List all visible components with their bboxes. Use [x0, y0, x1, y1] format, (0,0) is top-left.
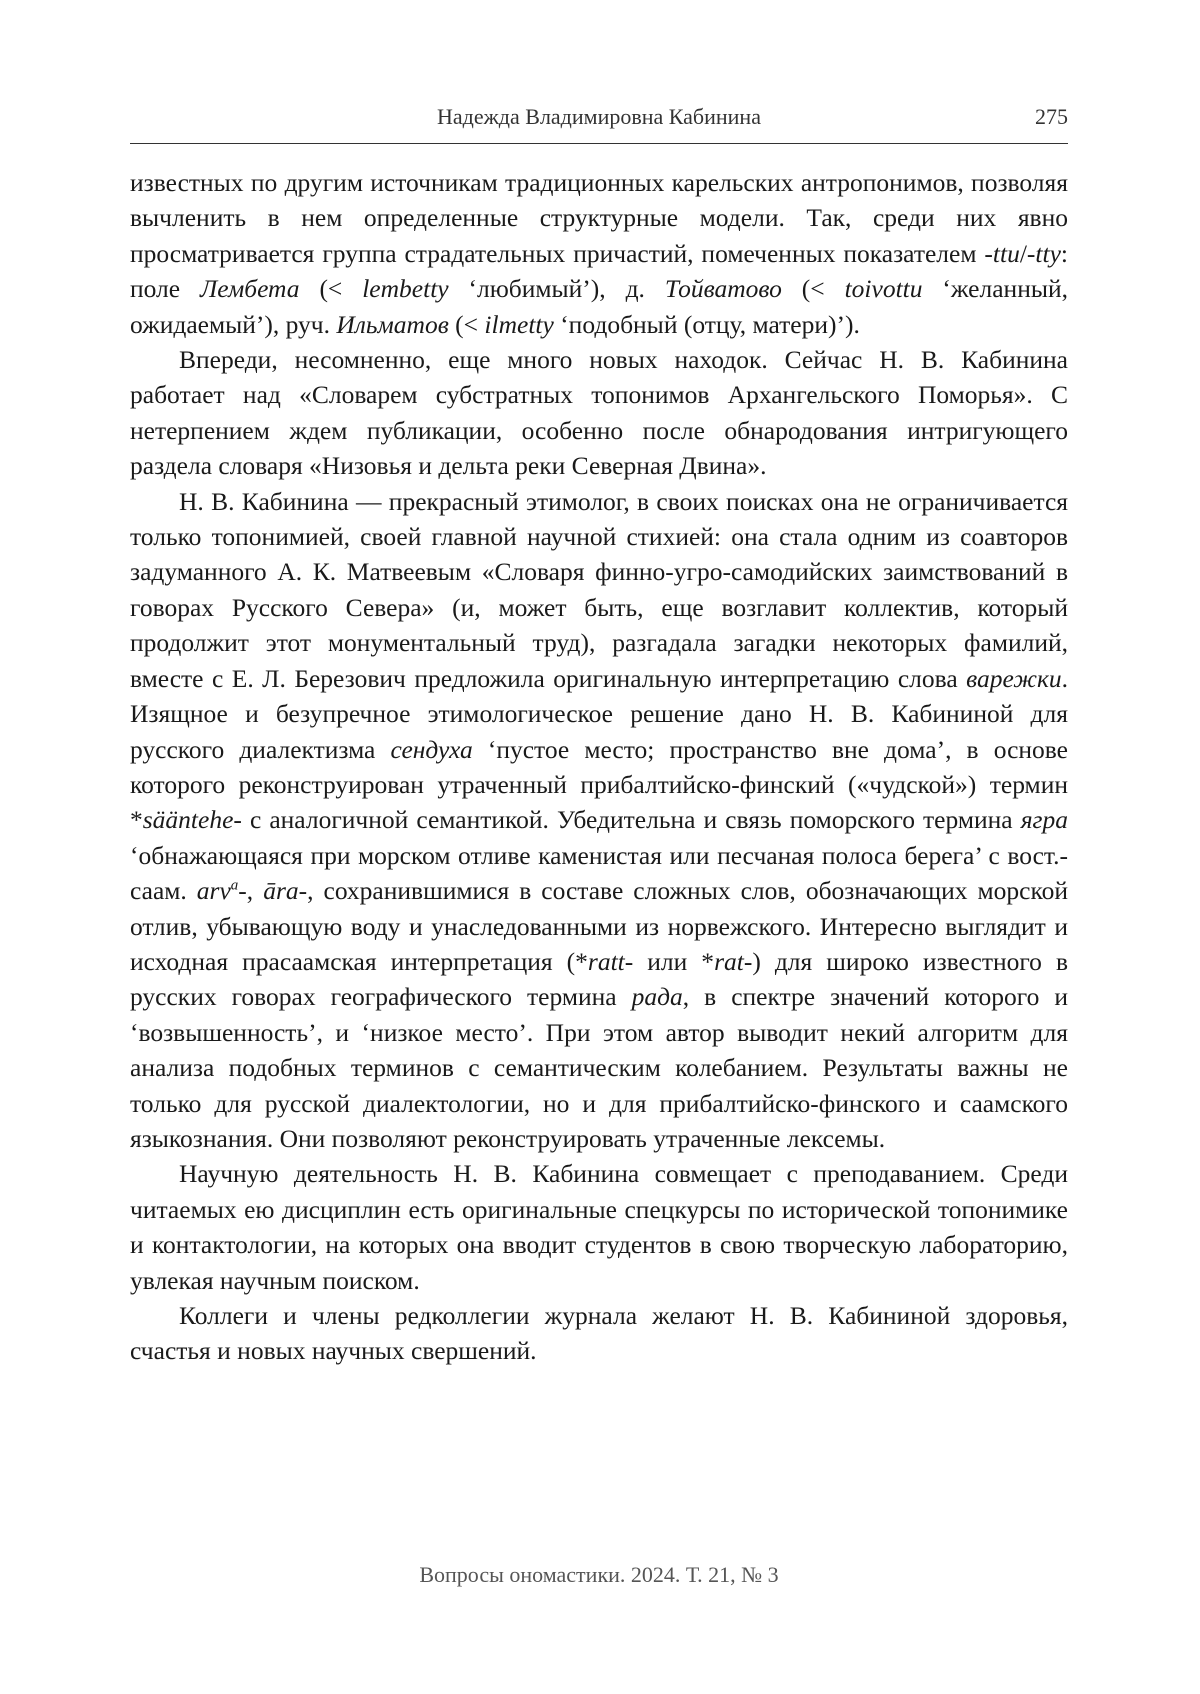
page-number: 275 — [1035, 104, 1068, 130]
italic-term: rat — [714, 947, 744, 976]
paragraph — [130, 484, 1068, 1157]
italic-term: arv — [197, 876, 231, 905]
running-head: Надежда Владимировна Кабинина — [130, 104, 1068, 130]
paragraph — [130, 165, 1068, 342]
text-run: -, — [238, 876, 263, 905]
text-run: ‘желанный, ожидаемый’), руч. — [130, 274, 1068, 338]
text-run: Н. В. Кабинина — прекрасный этимолог, в своих поисках она не ограничивается только топонимией, своей главной научной стихией: она стала одним из соавторов задуманного А. К. Матвеевым «Словаря финно-угро-самодийских заимствований в говорах Русского Севера» (и, может быть, еще возглавит коллектив, который продолжит этот монументальный труд), разгадала загадки некоторых фамилий, вместе с Е. Л. Березович предложила оригинальную интерпретацию слова — [130, 487, 1068, 693]
italic-term: Ильматов — [336, 310, 448, 339]
italic-term: Лембета — [200, 274, 300, 303]
text-run: известных по другим источникам традиционных карельских антропонимов, позволяя вычленить в нем определенные структурные модели. Так, среди них явно просматривается группа страдательных причастий, помеченных показателем — [130, 168, 1068, 268]
text-run: : поле — [130, 239, 1068, 303]
text-run: Коллеги и члены редколлегии журнала желают Н. В. Кабининой здоровья, счастья и новых научных свершений. — [130, 1301, 1068, 1365]
italic-term: lembetty — [362, 274, 448, 303]
text-run: (< — [782, 274, 845, 303]
italic-term: toivottu — [845, 274, 923, 303]
italic-term: сендуха — [390, 735, 472, 764]
paragraph — [130, 1156, 1068, 1298]
body-text — [130, 165, 1068, 1369]
text-run: - или * — [625, 947, 714, 976]
italic-term: āra — [263, 876, 298, 905]
italic-term: ratt — [588, 947, 625, 976]
text-run: (< — [449, 310, 485, 339]
text-run: , в спектре значений которого и ‘возвышенность’, и ‘низкое место’. При этом автор выводит некий алгоритм для анализа подобных терминов с семантическим колебанием. Результаты важны не только для русской диалектологии, но и для прибалтийско-финского и саамского языкознания. Они позволяют реконструировать утраченные лексемы. — [130, 982, 1068, 1153]
page-header — [130, 104, 1068, 144]
text-run: Впереди, несомненно, еще много новых находок. Сейчас Н. В. Кабинина работает над «Словарем субстратных топонимов Архангельского Поморья». С нетерпением ждем публикации, особенно после обнародования интригующего раздела словаря «Низовья и дельта реки Северная Двина». — [130, 345, 1068, 480]
text-run: -) для широко известного в русских говорах географического термина — [130, 947, 1068, 1011]
text-run: Научную деятельность Н. В. Кабинина совмещает с преподаванием. Среди читаемых ею дисциплин есть оригинальные спецкурсы по исторической топонимике и контактологии, на которых она вводит студентов в свою творческую лабораторию, увлекая научным поиском. — [130, 1159, 1068, 1294]
italic-term: рада — [632, 982, 683, 1011]
document-page — [0, 0, 1200, 1694]
text-run: -, сохранившимися в составе сложных слов, обозначающих морской отлив, убывающую воду и унаследованными из норвежского. Интересно выглядит и исходная прасаамская интерпретация (* — [130, 876, 1068, 976]
italic-term: -tty — [1027, 239, 1061, 268]
paragraph — [130, 1298, 1068, 1369]
superscript-text: a — [231, 878, 239, 894]
italic-term: Тойватово — [665, 274, 782, 303]
journal-footer: Вопросы ономастики. 2024. Т. 21, № 3 — [130, 1562, 1068, 1588]
text-run: ‘пустое место; пространство вне дома’, в основе которого реконструирован утраченный прибалтийско-финский («чудской») термин * — [130, 735, 1068, 835]
text-run: / — [1020, 239, 1027, 268]
italic-term: sääntehe — [143, 805, 234, 834]
italic-term: варежки — [966, 664, 1061, 693]
text-run: - с аналогичной семантикой. Убедительна и связь поморского термина — [233, 805, 1020, 834]
text-run: ‘обнажающаяся при морском отливе каменистая или песчаная полоса берега’ с вост.-саам. — [130, 841, 1068, 905]
italic-term: -ttu — [984, 239, 1019, 268]
italic-term: ilmetty — [484, 310, 553, 339]
header-rule — [130, 143, 1068, 144]
text-run: ‘подобный (отцу, матери)’). — [554, 310, 860, 339]
text-run: . Изящное и безупречное этимологическое решение дано Н. В. Кабининой для русского диалектизма — [130, 664, 1068, 764]
paragraph — [130, 342, 1068, 484]
text-run: ‘любимый’), д. — [449, 274, 665, 303]
text-run: (< — [300, 274, 363, 303]
italic-term: ягра — [1021, 805, 1068, 834]
